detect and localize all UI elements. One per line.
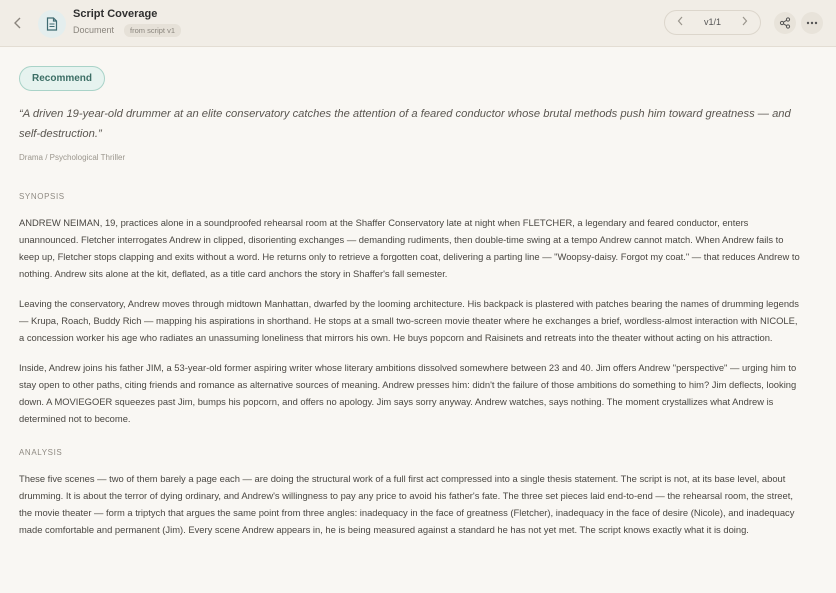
more-button[interactable] [801, 12, 823, 34]
chevron-right-icon[interactable] [741, 16, 748, 29]
synopsis-body [19, 214, 803, 427]
document-icon [46, 17, 58, 31]
version-indicator: v1/1 [703, 17, 721, 27]
synopsis-heading: SYNOPSIS [19, 192, 65, 201]
source-badge: from script v1 [124, 24, 181, 37]
back-button[interactable] [8, 13, 28, 33]
synopsis-paragraph: Inside, Andrew joins his father JIM, a 53-year-old former aspiring writer whose literary ambitions dissolved somewhere between 23 and 40. Jim offers Andrew "perspective" — urging him to stay open to other paths, citing friends and romance as alternative sources of meaning. Andrew presses him: didn't the failure of those ambitions do something to him? Jim deflects, looking down. A MOVIEGOER squeezes past Jim, bumps his popcorn, and offers no apology. Jim says sorry anyway. Andrew watches, says nothing. The moment crystallizes what Andrew is determined not to become. [19, 362, 797, 424]
header-bar [0, 0, 836, 47]
logline: “A driven 19-year-old drummer at an elite conservatory catches the attention of a feared conductor whose brutal methods push him toward greatness — and self-destruction.” [19, 108, 791, 140]
analysis-paragraph: These five scenes — two of them barely a page each — are doing the structural work of a full first act compressed into a single thesis statement. The script is not, at its base level, about drumming. It is about the terror of dying ordinary, and Andrew's willingness to pay any price to avoid his father's fate. The three set pieces laid end-to-end — the rehearsal room, the street, the movie theater — form a triptych that argues the same point from three angles: inadequacy in the face of greatness (Fletcher), inadequacy in the face of desire (Nicole), and inadequacy made comfortable and permanent (Jim). Every scene Andrew appears in, he is being measured against a standard he has not yet met. The script knows exactly what it is doing. [19, 473, 795, 535]
synopsis-paragraph: ANDREW NEIMAN, 19, practices alone in a soundproofed rehearsal room at the Shaffer Conservatory late at night when FLETCHER, a legendary and feared conductor, enters unannounced. Fletcher interrogates Andrew in clipped, disorienting exchanges — demanding rudiments, then double-time swing at a tempo Andrew cannot match. When Andrew fails to keep up, Fletcher stops clapping and exits without a word. He returns only to retrieve a forgotten coat, delivering a parting line — "Woopsy-daisy. Forgot my coat." — that reduces Andrew to nothing. Andrew sits alone at the kit, deflated, as a title card anchors the story in Shaffer's fall semester. [19, 217, 800, 279]
page-title: Script Coverage [73, 8, 158, 20]
share-button[interactable] [774, 12, 796, 34]
coverage-content [19, 66, 803, 538]
synopsis-paragraph: Leaving the conservatory, Andrew moves through midtown Manhattan, dwarfed by the looming architecture. His backpack is plastered with patches bearing the names of drumming legends — Krupa, Roach, Buddy Rich — mapping his aspirations in shorthand. He stops at a small two-screen movie theater where he exchanges a brief, wordless-almost interaction with NICOLE, a concession worker his age who radiates an unassuming loneliness that mirrors his own. He buys popcorn and Raisinets and retreats into the theater without acting on his attraction. [19, 298, 799, 343]
analysis-heading: ANALYSIS [19, 448, 63, 457]
verdict-badge: Recommend [19, 66, 105, 91]
version-switcher [664, 10, 761, 35]
document-type-label: Document [73, 25, 115, 35]
genre-label: Drama / Psychological Thriller [19, 153, 126, 162]
analysis-body [19, 470, 803, 538]
back-icon [13, 17, 23, 29]
document-icon-badge [38, 10, 66, 38]
share-icon [779, 17, 791, 29]
more-icon [806, 21, 818, 25]
